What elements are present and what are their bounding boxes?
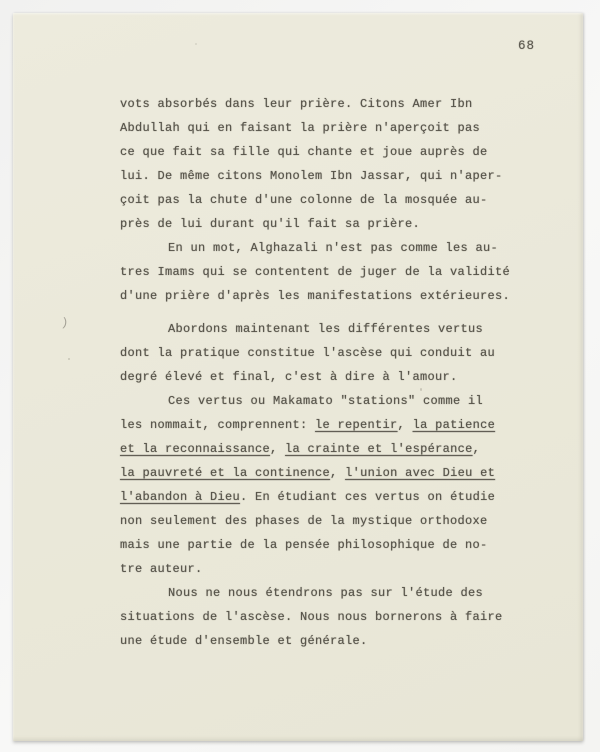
text-segment: degré élevé et final, c'est à dire à l'amour. [120, 370, 458, 384]
page-number: 68 [518, 39, 536, 53]
text-line-14 [120, 413, 560, 437]
text-line-7 [120, 236, 560, 260]
text-line-2 [120, 116, 560, 140]
underlined-phrase: la crainte et l'espérance [285, 442, 473, 456]
text-line-8 [120, 260, 560, 284]
text-segment: , [330, 466, 346, 480]
text-line-5 [120, 188, 560, 212]
text-segment: çoit pas la chute d'une colonne de la mosquée au- [120, 193, 488, 207]
text-segment: une étude d'ensemble et générale. [120, 634, 368, 648]
paper-speck [195, 43, 197, 45]
text-segment: tre auteur. [120, 562, 203, 576]
text-line-13 [120, 389, 560, 413]
paper-speck [420, 388, 422, 391]
underlined-phrase: et la reconnaissance [120, 442, 271, 456]
text-segment: d'une prière d'après les manifestations extérieures. [120, 289, 511, 303]
text-line-22 [120, 605, 560, 629]
text-line-11 [120, 341, 560, 365]
text-line-23 [120, 629, 560, 653]
text-line-19 [120, 533, 560, 557]
text-segment: lui. De même citons Monolem Ibn Jassar, qui n'aper- [120, 169, 503, 183]
underlined-phrase: l'union avec Dieu et [345, 466, 496, 480]
text-segment: Abordons maintenant les différentes vertus [168, 322, 484, 336]
text-segment: ce que fait sa fille qui chante et joue auprès de [120, 145, 488, 159]
text-segment: dont la pratique constitue l'ascèse qui conduit au [120, 346, 496, 360]
text-segment: Nous ne nous étendrons pas sur l'étude des [168, 586, 484, 600]
text-segment: vots absorbés dans leur prière. Citons Amer Ibn [120, 97, 473, 111]
text-line-12 [120, 365, 560, 389]
text-segment: . En étudiant ces vertus on étudie [240, 490, 496, 504]
text-line-18 [120, 509, 560, 533]
text-segment: , [472, 442, 481, 456]
text-line-3 [120, 140, 560, 164]
text-segment: mais une partie de la pensée philosophique de no- [120, 538, 488, 552]
text-line-10 [120, 317, 560, 341]
text-segment: Abdullah qui en faisant la prière n'aperçoit pas [120, 121, 481, 135]
text-line-1 [120, 92, 560, 116]
underlined-phrase: le repentir [315, 418, 398, 432]
underlined-phrase: la pauvreté et la continence [120, 466, 331, 480]
text-segment: situations de l'ascèse. Nous nous bornerons à faire [120, 610, 503, 624]
paper-speck [68, 358, 70, 360]
margin-pencil-mark: ) [60, 315, 69, 331]
underlined-phrase: la patience [412, 418, 496, 432]
text-line-17 [120, 485, 560, 509]
text-segment: les nommait, comprennent: [120, 418, 316, 432]
text-line-21 [120, 581, 560, 605]
text-line-4 [120, 164, 560, 188]
document-page [13, 13, 583, 741]
text-line-15 [120, 437, 560, 461]
text-line-6 [120, 212, 560, 236]
text-line-20 [120, 557, 560, 581]
text-segment: , [270, 442, 286, 456]
text-segment: près de lui durant qu'il fait sa prière. [120, 217, 421, 231]
text-line-16 [120, 461, 560, 485]
typewritten-text-block [120, 92, 560, 653]
text-segment: Ces vertus ou Makamato "stations" comme il [168, 394, 484, 408]
text-segment: tres Imams qui se contentent de juger de la validité [120, 265, 511, 279]
text-segment: , [397, 418, 413, 432]
text-segment: non seulement des phases de la mystique orthodoxe [120, 514, 488, 528]
underlined-phrase: l'abandon à Dieu [120, 490, 241, 504]
text-line-9 [120, 284, 560, 308]
text-segment: En un mot, Alghazali n'est pas comme les au- [168, 241, 499, 255]
